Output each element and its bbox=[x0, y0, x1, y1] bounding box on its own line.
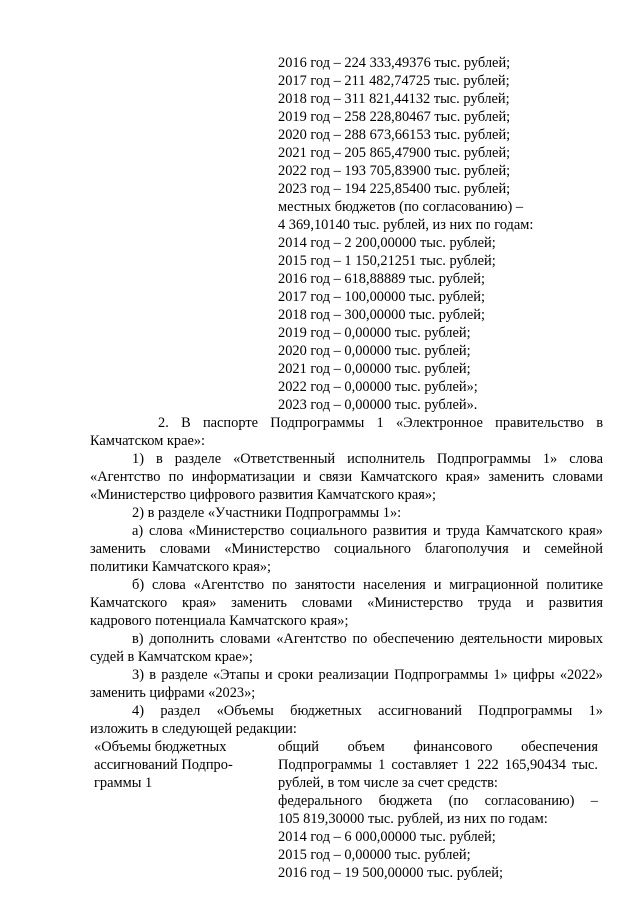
funding-line: 4 369,10140 тыс. рублей, из них по годам: bbox=[278, 217, 534, 233]
item-2c-line-1: в) дополнить словами «Агентство по обеспечению деятельности мировых bbox=[132, 631, 603, 647]
table-left-line: ассигнований Подпро- bbox=[94, 757, 233, 773]
funding-line: 2019 год – 258 228,80467 тыс. рублей; bbox=[278, 109, 511, 125]
funding-line: 2016 год – 618,88889 тыс. рублей; bbox=[278, 271, 485, 287]
item-4-line-2: изложить в следующей редакции: bbox=[90, 721, 297, 737]
paragraph-2-line-1: 2. В паспорте Подпрограммы 1 «Электронное правительство в bbox=[158, 415, 603, 431]
table-right-line: 2016 год – 19 500,00000 тыс. рублей; bbox=[278, 865, 503, 881]
table-right-line: федерального бюджета (по согласованию) – bbox=[278, 793, 598, 809]
table-right-line: 2014 год – 6 000,00000 тыс. рублей; bbox=[278, 829, 496, 845]
item-4-line-1: 4) раздел «Объемы бюджетных ассигнований Подпрограммы 1» bbox=[132, 703, 603, 719]
funding-line: 2018 год – 300,00000 тыс. рублей; bbox=[278, 307, 485, 323]
item-2c-line-2: судей в Камчатском крае»; bbox=[90, 649, 253, 665]
item-1-line-1: 1) в разделе «Ответственный исполнитель Подпрограммы 1» слова bbox=[132, 451, 603, 467]
funding-line: 2015 год – 1 150,21251 тыс. рублей; bbox=[278, 253, 496, 269]
item-1-line-3: «Министерство цифрового развития Камчатского края»; bbox=[90, 487, 437, 503]
item-3-line-2: заменить цифрами «2023»; bbox=[90, 685, 256, 701]
funding-line: 2016 год – 224 333,49376 тыс. рублей; bbox=[278, 55, 511, 71]
table-left-line: «Объемы бюджетных bbox=[94, 739, 227, 755]
funding-line: 2023 год – 194 225,85400 тыс. рублей; bbox=[278, 181, 511, 197]
table-right-cell bbox=[278, 738, 598, 882]
funding-line: 2020 год – 0,00000 тыс. рублей; bbox=[278, 343, 471, 359]
table-right-line: 2015 год – 0,00000 тыс. рублей; bbox=[278, 847, 471, 863]
table-left-line: граммы 1 bbox=[94, 775, 153, 791]
item-3-line-1: 3) в разделе «Этапы и сроки реализации Подпрограммы 1» цифры «2022» bbox=[132, 667, 603, 683]
funding-line: 2017 год – 100,00000 тыс. рублей; bbox=[278, 289, 485, 305]
table-left-cell bbox=[94, 738, 254, 792]
table-right-line: общий объем финансового обеспечения bbox=[278, 739, 598, 755]
item-2b-line-1: б) слова «Агентство по занятости населения и миграционной политике bbox=[132, 577, 603, 593]
funding-line: 2023 год – 0,00000 тыс. рублей». bbox=[278, 397, 478, 413]
funding-line: 2021 год – 205 865,47900 тыс. рублей; bbox=[278, 145, 511, 161]
funding-line: 2022 год – 193 705,83900 тыс. рублей; bbox=[278, 163, 511, 179]
item-1-line-2: «Агентство по информатизации и связи Камчатского края» заменить словами bbox=[90, 469, 603, 485]
funding-line: 2021 год – 0,00000 тыс. рублей; bbox=[278, 361, 471, 377]
funding-line: местных бюджетов (по согласованию) – bbox=[278, 199, 524, 215]
table-right-line: Подпрограммы 1 составляет 1 222 165,90434 тыс. bbox=[278, 757, 598, 773]
funding-line: 2014 год – 2 200,00000 тыс. рублей; bbox=[278, 235, 496, 251]
item-2-line-1: 2) в разделе «Участники Подпрограммы 1»: bbox=[132, 505, 402, 521]
item-2b-line-3: кадрового потенциала Камчатского края»; bbox=[90, 613, 349, 629]
funding-line: 2022 год – 0,00000 тыс. рублей»; bbox=[278, 379, 478, 395]
item-2a-line-1: а) слова «Министерство социального развития и труда Камчатского края» bbox=[132, 523, 603, 539]
item-2b-line-2: Камчатского края» заменить словами «Министерство труда и развития bbox=[90, 595, 603, 611]
funding-line: 2017 год – 211 482,74725 тыс. рублей; bbox=[278, 73, 510, 89]
funding-line: 2020 год – 288 673,66153 тыс. рублей; bbox=[278, 127, 511, 143]
funding-line: 2019 год – 0,00000 тыс. рублей; bbox=[278, 325, 471, 341]
paragraph-2-line-2: Камчатском крае»: bbox=[90, 433, 206, 449]
item-2a-line-2: заменить словами «Министерство социального благополучия и семейной bbox=[90, 541, 603, 557]
table-right-line: 105 819,30000 тыс. рублей, из них по годам: bbox=[278, 811, 548, 827]
funding-line: 2018 год – 311 821,44132 тыс. рублей; bbox=[278, 91, 510, 107]
item-2a-line-3: политики Камчатского края»; bbox=[90, 559, 272, 575]
table-right-line: рублей, в том числе за счет средств: bbox=[278, 775, 498, 791]
